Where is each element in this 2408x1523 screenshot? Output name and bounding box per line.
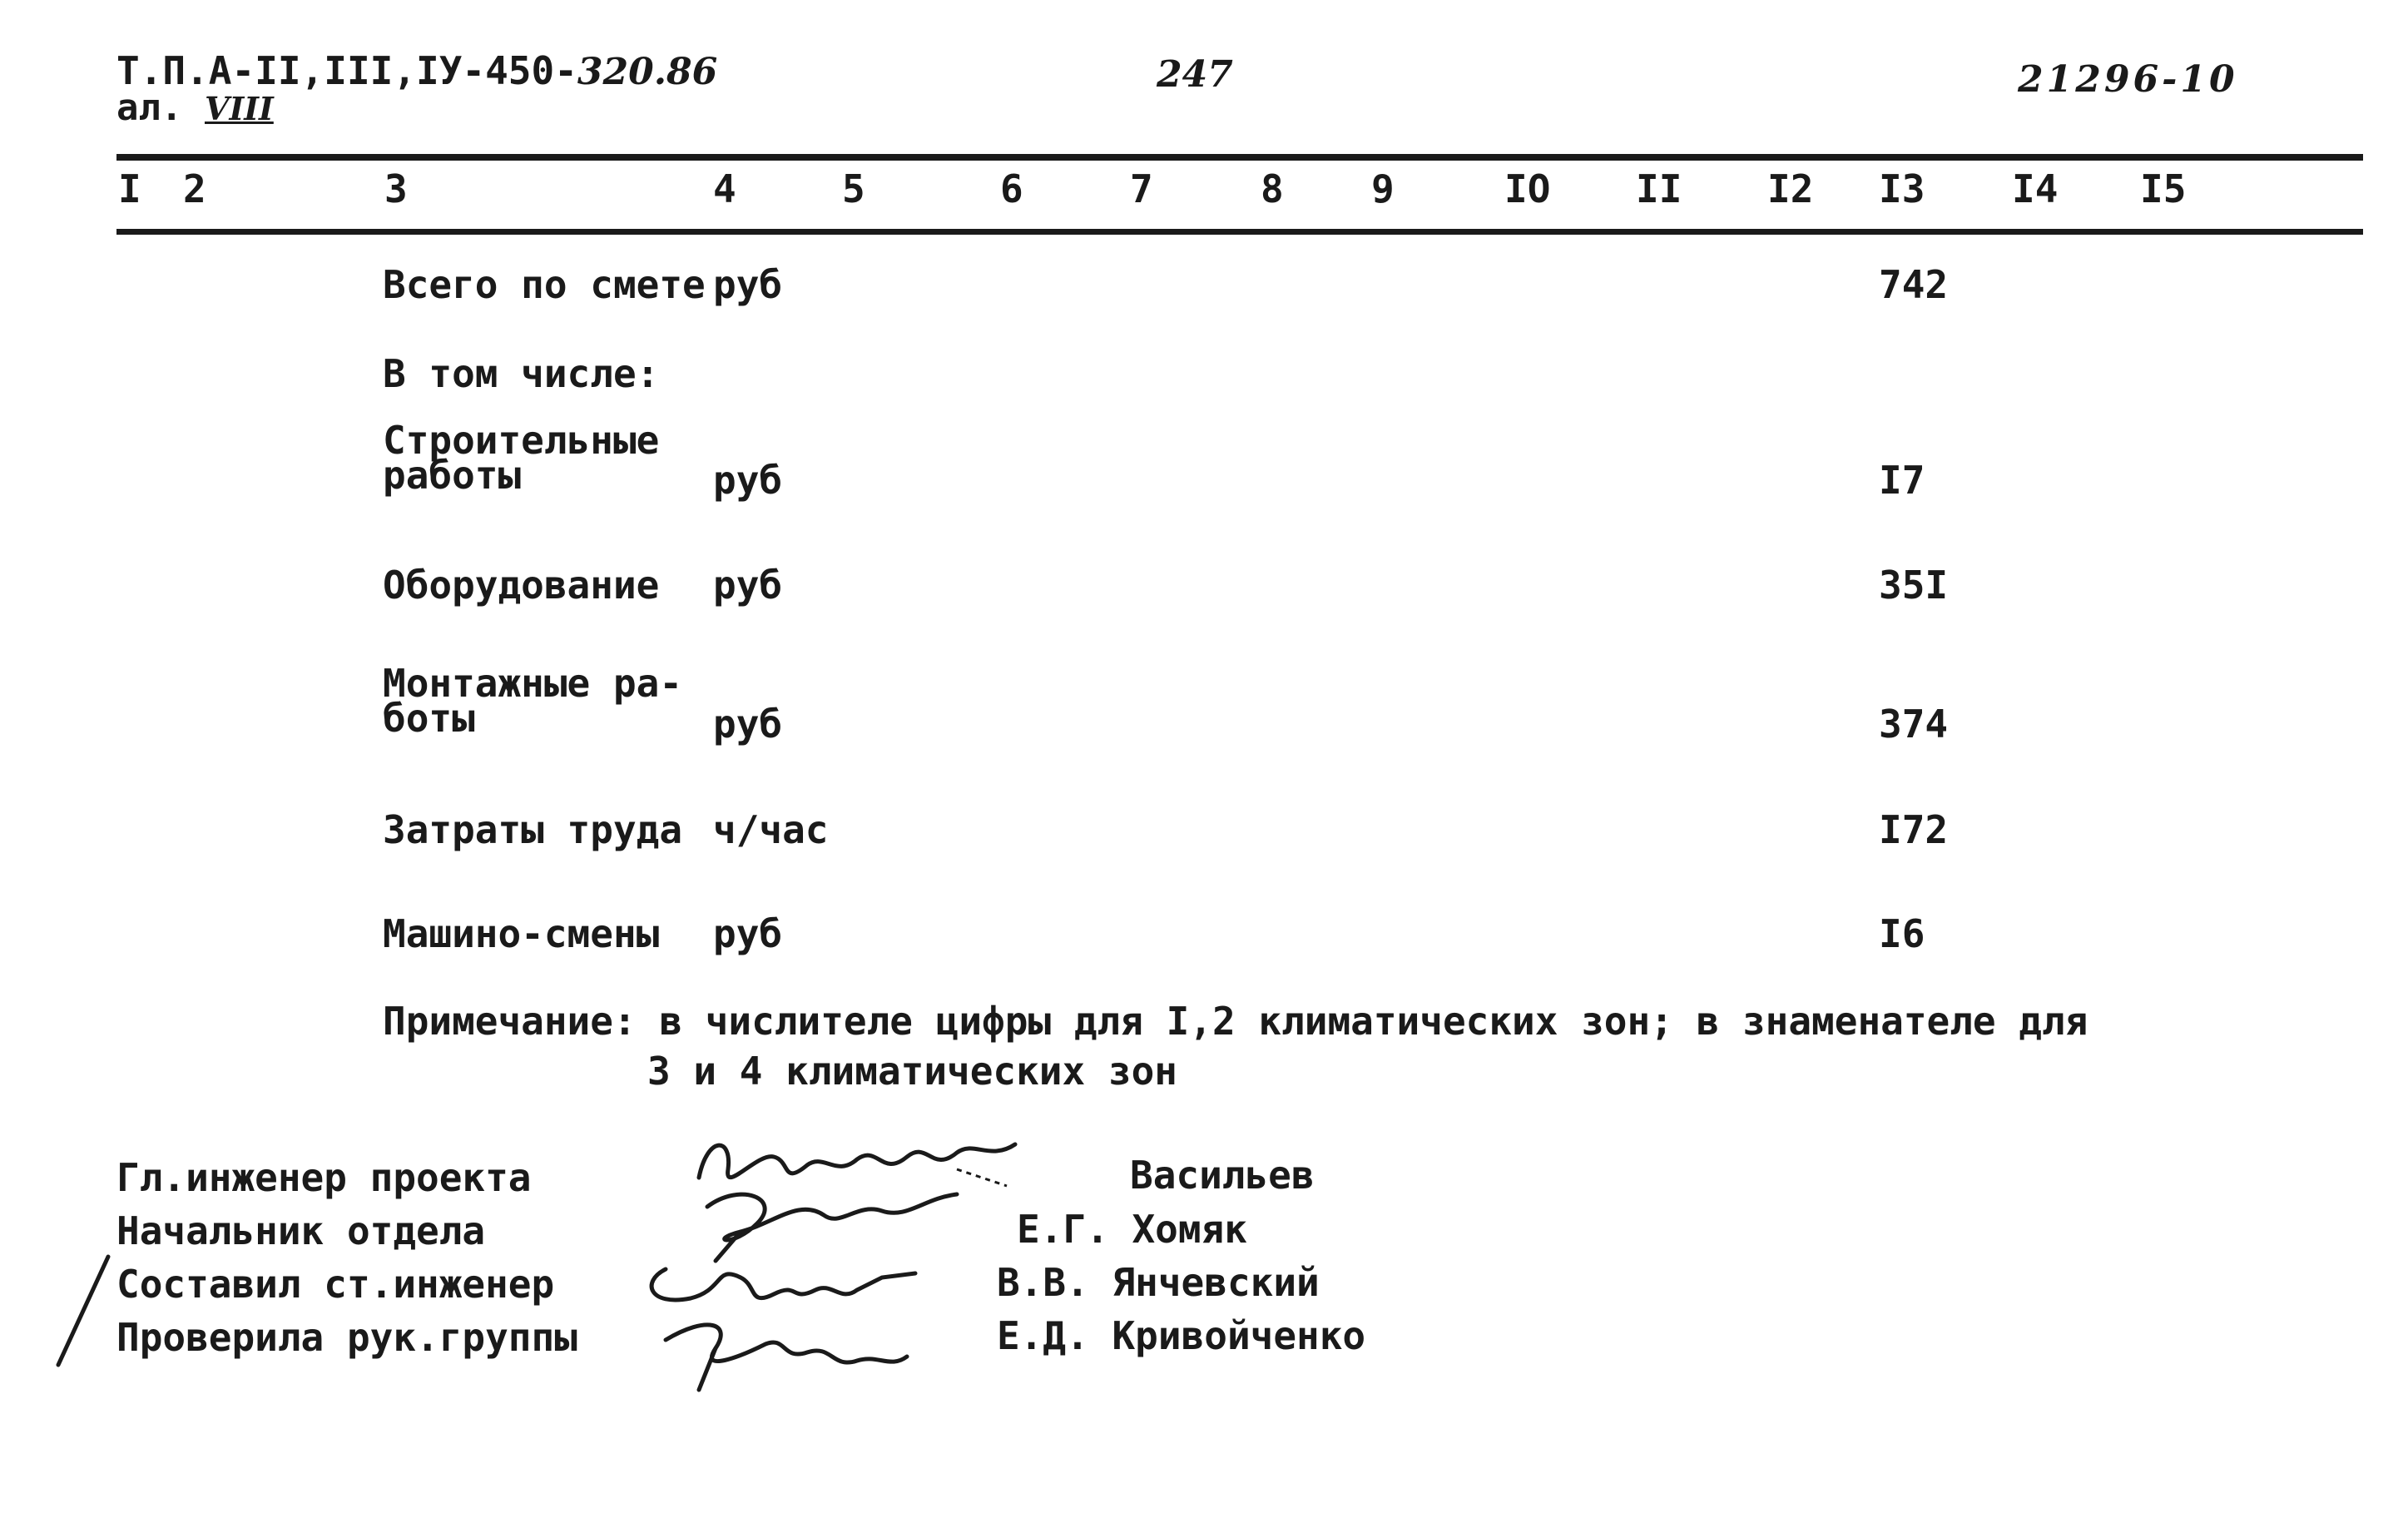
column-number-15: I5 (2140, 166, 2187, 211)
row-equipment-label: Оборудование (383, 563, 660, 608)
signature-krivoychenko (641, 1298, 924, 1398)
row-labor-value: I72 (1879, 807, 1949, 852)
column-number-13: I3 (1879, 166, 1925, 211)
row-equipment-value: 35I (1879, 563, 1949, 608)
row-labor-unit: ч/час (713, 807, 829, 852)
row-construction-unit: руб (713, 458, 783, 503)
row-installation-label (383, 661, 683, 741)
column-number-10: IO (1504, 166, 1551, 211)
row-machine-shifts-value: I6 (1879, 911, 1925, 956)
note-line1: Примечание: в числителе цифры для I,2 климатических зон; в знаменателе для (383, 999, 2088, 1044)
row-construction-value: I7 (1879, 458, 1925, 503)
row-construction-label (383, 418, 660, 498)
page-number: 247 (1157, 53, 1233, 96)
column-number-1: I (118, 166, 141, 211)
signature-name-chief-engineer: Васильев (1130, 1153, 1315, 1198)
album-label: ал. (116, 87, 183, 129)
signature-name-department-head: Е.Г. Хомяк (1017, 1207, 1247, 1252)
column-number-6: 6 (1000, 166, 1023, 211)
column-number-14: I4 (2012, 166, 2059, 211)
column-number-7: 7 (1130, 166, 1153, 211)
document-code-printed: Т.П.А-II,III,IУ-450- (116, 48, 577, 93)
column-number-11: II (1636, 166, 1682, 211)
row-installation-label-line2: боты (383, 696, 475, 741)
signature-role-checked-by: Проверила рук.группы (116, 1315, 577, 1360)
signature-role-compiled-by: Составил ст.инженер (116, 1262, 555, 1307)
row-construction-label-line2: работы (383, 453, 522, 498)
column-number-9: 9 (1371, 166, 1395, 211)
row-labor-label: Затраты труда (383, 807, 683, 852)
signature-role-department-head: Начальник отдела (116, 1208, 486, 1253)
row-total-value: 742 (1879, 262, 1949, 307)
column-number-4: 4 (713, 166, 736, 211)
row-installation-value: 374 (1879, 702, 1949, 747)
signature-name-checked-by: Е.Д. Кривойченко (997, 1313, 1366, 1358)
header-rule-top (116, 154, 2363, 161)
margin-slash-mark (50, 1248, 116, 1373)
signature-name-compiled-by: В.В. Янчевский (997, 1260, 1320, 1305)
row-equipment-unit: руб (713, 563, 783, 608)
row-installation-label-line1: Монтажные ра- (383, 661, 683, 706)
row-installation-unit: руб (713, 702, 783, 747)
album-number (116, 87, 274, 129)
row-total-unit: руб (713, 262, 783, 307)
column-number-3: 3 (384, 166, 408, 211)
row-including-label: В том числе: (383, 351, 660, 396)
row-total-label: Всего по смете (383, 262, 706, 307)
document-code-handwritten: 320.86 (577, 51, 718, 93)
column-number-2: 2 (183, 166, 206, 211)
row-machine-shifts-label: Машино-смены (383, 911, 660, 956)
album-number-handwritten: VIII (204, 90, 274, 127)
row-construction-label-line1: Строительные (383, 418, 660, 463)
column-number-8: 8 (1261, 166, 1284, 211)
header-rule-bottom (116, 229, 2363, 235)
row-machine-shifts-unit: руб (713, 911, 783, 956)
column-number-5: 5 (842, 166, 865, 211)
doc-number: 21296-10 (2018, 58, 2238, 101)
signature-role-chief-engineer: Гл.инженер проекта (116, 1155, 532, 1200)
note-line2: 3 и 4 климатических зон (647, 1049, 1177, 1094)
column-number-12: I2 (1767, 166, 1814, 211)
